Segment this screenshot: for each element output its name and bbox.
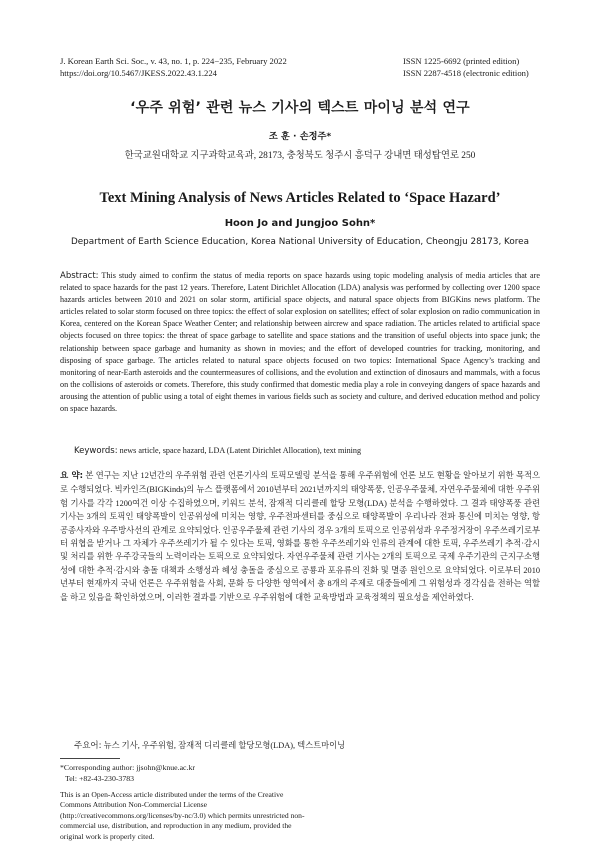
- summary-text: 본 연구는 지난 12년간의 우주위험 관련 언론기사의 토픽모델링 분석을 통해 우주위험에 언론 보도 현황을 알아보기 위한 목적으로 수행되었다. 빅카인즈(BIGKinds)의 뉴스 플랫폼에서 2010년부터 2021년까지의 태양폭풍, 인공우주물체, 자연우주물체에 대한 우주위험 기사를 각각 1200여건 이상 수집하였으며, 키워드 분석, 잠재적 디리클레 할당 모형(LDA) 분석을 수행하였다. 그 결과 태양폭풍 관련 기사는 3개의 토픽인 태양폭발이 인공위성에 미치는 영향, 우주전파센터를 중심으로 태양폭발이 우리나라 전파 통신에 미치는 영향, 항공종사자와 우주방사선의 관계로 요약되었다. 인공우주물체 관련 기사의 경우 3개의 토픽으로 인공위성과 우주정거장이 우주쓰레기로부터 위협을 받거나 그 자체가 우주쓰레기가 될 수 있다는 토픽, 영화를 통한 우주쓰레기와 인류의 관계에 대한 토픽, 우주쓰레기 추적·감시 및 처리를 위한 우주강국들의 노력이라는 토픽으로 요약되었다. 자연우주물체 관련 기사는 2개의 토픽으로 국제 우주기관의 근지구소행성에 대한 추적·감시와 충돌 대책과 소행성과 혜성 충돌을 중심으로 공룡과 포유류의 진화 및 멸종 원인으로 요약되었다. 이로부터 2010년부터 현재까지 국내 언론은 우주위험을 사회, 문화 등 다양한 영역에서 총 8개의 주제로 대중들에게 그 위험성과 경각심을 전하는 역할을 하고 있음을 확인하였으며, 이러한 결과를 기반으로 우주위험에 대한 교육방법과 교육정책의 필요성을 제언하였다.: [60, 471, 541, 602]
- header-left: [60, 55, 287, 80]
- summary-label: 요 약:: [60, 471, 84, 481]
- korean-authors: 조 훈 · 손정주*: [268, 131, 332, 142]
- telephone: Tel: +82-43-230-3783: [65, 773, 135, 783]
- footnote: [60, 763, 195, 784]
- abstract-label: Abstract:: [60, 271, 99, 281]
- license-notice: This is an Open-Access article distributed under the terms of the Creative Commons Attribution Non-Commercial License (http://creativecommons.org/licenses/by-nc/3.0) which permits unrestricted non-commercial use, distribution, and reproduction in any medium, provided the original work is properly cited.: [60, 790, 305, 841]
- doi-link[interactable]: https://doi.org/10.5467/JKESS.2022.43.1.224: [60, 68, 217, 79]
- issn-print: ISSN 1225-6692 (printed edition): [403, 56, 520, 66]
- abstract-text: This study aimed to confirm the status of media reports on space hazards using topic modeling analysis of media articles that are related to space hazards for the past 12 years. Therefore, Latent Dirichlet Allocation (LDA) analysis was performed by collecting over 1200 space hazards articles between 2010 and 2021 on solar storm, artificial space objects, and natural space objects from BIGKins news platform. The articles related to solar storm focused on three topics: the effect of solar explosion on satellites; effect of solar explosion on radio communication in Korea, centered on the Korean Space Weather Center; and relationship between aircrew and space radiation. The articles related to artificial space objects focused on three topics: the threat of space garbage to satellite and space stations and the transition of useful objects into space junk; the relationship between space garbage and humanity as shown in movies; and the effort of developed countries for tracking, monitoring, and disposing of space garbage. The articles related to natural space objects focused on two topics: International Space Agency’s tracking and monitoring of near-Earth asteroids and the countermeasures of collisions, and the evolution and extinction of dinosaurs and mammals, with a focus on the collisions of asteroids or comets. Therefore, this study confirmed that domestic media play a role in conveying dangers of space hazards and arousing the attention of public using a total of eight themes in various fields such as society and culture, and derived education method and policy on space hazards.: [60, 271, 540, 414]
- footnote-divider: [60, 758, 120, 759]
- korean-summary: [60, 469, 540, 604]
- english-affiliation: Department of Earth Science Education, Korea National University of Education, Cheongju 28173, Korea: [70, 237, 529, 247]
- english-authors: Hoon Jo and Jungjoo Sohn*: [224, 218, 376, 229]
- issn-electronic: ISSN 2287-4518 (electronic edition): [403, 68, 529, 79]
- keywords: [74, 446, 540, 456]
- korean-title: ‘우주 위험’ 관련 뉴스 기사의 텍스트 마이닝 분석 연구: [130, 100, 470, 116]
- keywords-text: news article, space hazard, LDA (Latent Dirichlet Allocation), text mining: [119, 446, 362, 455]
- journal-citation: J. Korean Earth Sci. Soc., v. 43, no. 1, p. 224−235, February 2022: [60, 56, 287, 66]
- korean-affiliation: 한국교원대학교 지구과학교육과, 28173, 충청북도 청주시 흥덕구 강내면 태성탑연로 250: [124, 151, 476, 161]
- abstract: [60, 270, 540, 415]
- korean-keywords-label: 주요어:: [74, 741, 102, 751]
- korean-keywords-text: 뉴스 기사, 우주위험, 잠재적 디리클레 할당모형(LDA), 텍스트마이닝: [103, 741, 346, 750]
- corresponding-author: *Corresponding author: jjsohn@knue.ac.kr: [60, 763, 195, 772]
- keywords-label: Keywords:: [74, 446, 118, 456]
- header-right: [403, 55, 529, 80]
- korean-keywords: [74, 739, 540, 751]
- english-title: Text Mining Analysis of News Articles Related to ‘Space Hazard’: [99, 190, 501, 206]
